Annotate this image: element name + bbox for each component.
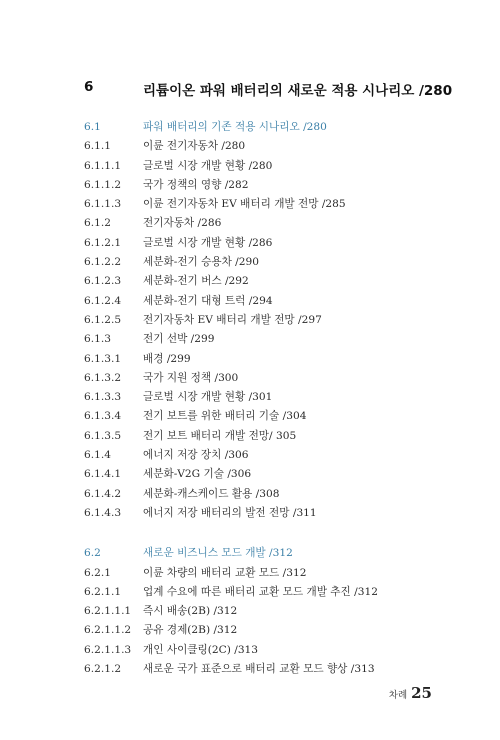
toc-entry-number: 6.1.3.1 bbox=[84, 352, 122, 365]
toc-entry-title: 전기자동차 /286 bbox=[143, 217, 222, 230]
toc-entry-title: 파워 배터리의 기존 적용 시나리오 /280 bbox=[143, 121, 327, 133]
toc-entry-number: 6.2.1.1.2 bbox=[84, 624, 132, 637]
toc-entry bbox=[84, 214, 464, 233]
toc-entry bbox=[84, 137, 464, 156]
toc-entry-title: 세분화-캐스케이드 활용 /308 bbox=[143, 487, 280, 500]
toc-entry-number: 6.1.2.3 bbox=[84, 275, 122, 288]
toc-entry bbox=[84, 407, 464, 426]
toc-entry-number: 6.1.4.3 bbox=[84, 506, 122, 519]
toc-entry-title: 이륜 전기자동차 /280 bbox=[143, 140, 246, 153]
toc-entry-number: 6.1.3.2 bbox=[84, 371, 122, 384]
section-gap bbox=[84, 523, 464, 544]
toc-entry bbox=[84, 272, 464, 291]
toc-entry-title: 국가 지원 정책 /300 bbox=[143, 371, 239, 384]
toc-entry bbox=[84, 292, 464, 311]
toc-entry-number: 6.1.1 bbox=[84, 140, 111, 153]
toc-entry-title: 이륜 차량의 배터리 교환 모드 /312 bbox=[143, 566, 307, 579]
toc-entry-title: 새로운 국가 표준으로 배터리 교환 모드 향상 /313 bbox=[143, 663, 375, 676]
toc-entry bbox=[84, 446, 464, 465]
toc-entry-number: 6.1.1.2 bbox=[84, 178, 122, 191]
toc-entry-title: 글로벌 시장 개발 현황 /301 bbox=[143, 391, 273, 404]
toc-entry bbox=[84, 564, 464, 583]
toc-entry-title: 세분화-전기 승용차 /290 bbox=[143, 256, 259, 269]
toc-entry-number: 6.1.4 bbox=[84, 449, 111, 462]
toc-entry bbox=[84, 176, 464, 195]
toc-entry-number: 6.1.2.1 bbox=[84, 236, 122, 249]
toc-entry-title: 글로벌 시장 개발 현황 /280 bbox=[143, 159, 273, 172]
toc-entry-title: 업계 수요에 따른 배터리 교환 모드 개발 추진 /312 bbox=[143, 585, 378, 598]
toc-entry-title: 이륜 전기자동차 EV 배터리 개발 전망 /285 bbox=[143, 198, 346, 211]
toc-entry-number: 6.1.2 bbox=[84, 217, 111, 230]
toc-entry-number: 6.1.2.5 bbox=[84, 313, 122, 326]
toc-entry-number: 6.2.1.1 bbox=[84, 585, 122, 598]
toc-entry-number: 6.1.1.1 bbox=[84, 159, 122, 172]
toc-entry-title: 전기자동차 EV 배터리 개발 전망 /297 bbox=[143, 313, 322, 326]
toc-entry-number: 6.1.3.4 bbox=[84, 410, 122, 423]
toc-entry bbox=[84, 350, 464, 369]
toc-entry-title: 세분화-전기 버스 /292 bbox=[143, 275, 249, 288]
toc-entry-title: 국가 정책의 영향 /282 bbox=[143, 178, 249, 191]
toc-entry bbox=[84, 234, 464, 253]
toc-entry-title: 전기 선박 /299 bbox=[143, 333, 215, 346]
toc-entry-title: 에너지 저장 장치 /306 bbox=[143, 449, 249, 462]
chapter-number: 6 bbox=[84, 79, 94, 95]
toc-entry-number: 6.1.4.1 bbox=[84, 468, 122, 481]
toc-entry bbox=[84, 641, 464, 660]
toc-entry-number: 6.2.1.1.1 bbox=[84, 605, 132, 618]
toc-entry-title: 에너지 저장 배터리의 발전 전망 /311 bbox=[143, 506, 317, 519]
toc-entry-number: 6.2.1.2 bbox=[84, 663, 122, 676]
toc-section-6-2 bbox=[84, 544, 464, 679]
page-number: 25 bbox=[411, 684, 432, 702]
toc-section-6-1 bbox=[84, 118, 464, 523]
toc-entry bbox=[84, 660, 464, 679]
toc-entry bbox=[84, 253, 464, 272]
toc-entry-number: 6.1.2.4 bbox=[84, 294, 122, 307]
toc-entry bbox=[84, 485, 464, 504]
toc-entry-title: 전기 보트를 위한 배터리 기술 /304 bbox=[143, 410, 307, 423]
toc-entry-title: 공유 경제(2B) /312 bbox=[143, 624, 238, 637]
toc-entry-number: 6.1.3 bbox=[84, 333, 111, 346]
toc-entry-title: 세분화-V2G 기술 /306 bbox=[143, 468, 252, 481]
toc-entry-number: 6.1.3.5 bbox=[84, 429, 122, 442]
toc-entry-number: 6.1 bbox=[84, 121, 101, 133]
toc-entry-title: 즉시 배송(2B) /312 bbox=[143, 605, 238, 618]
toc-entry-number: 6.1.3.3 bbox=[84, 391, 122, 404]
toc-entry bbox=[84, 544, 464, 563]
table-of-contents bbox=[84, 118, 464, 679]
toc-entry-number: 6.2.1 bbox=[84, 566, 111, 579]
page-footer bbox=[389, 684, 432, 702]
toc-entry bbox=[84, 311, 464, 330]
toc-entry bbox=[84, 621, 464, 640]
toc-entry-title: 배경 /299 bbox=[143, 352, 191, 365]
toc-entry bbox=[84, 388, 464, 407]
toc-entry-title: 세분화-전기 대형 트럭 /294 bbox=[143, 294, 273, 307]
toc-entry-number: 6.2 bbox=[84, 547, 101, 560]
toc-entry bbox=[84, 465, 464, 484]
toc-entry-number: 6.1.2.2 bbox=[84, 256, 122, 269]
toc-entry bbox=[84, 330, 464, 349]
toc-entry-number: 6.1.4.2 bbox=[84, 487, 122, 500]
toc-entry-number: 6.1.1.3 bbox=[84, 198, 122, 211]
toc-entry bbox=[84, 504, 464, 523]
chapter-heading bbox=[84, 79, 464, 101]
toc-entry-title: 글로벌 시장 개발 현황 /286 bbox=[143, 236, 273, 249]
toc-entry bbox=[84, 427, 464, 446]
toc-entry-number: 6.2.1.1.3 bbox=[84, 643, 132, 656]
toc-entry bbox=[84, 602, 464, 621]
toc-entry-title: 새로운 비즈니스 모드 개발 /312 bbox=[143, 547, 293, 560]
toc-entry-title: 전기 보트 배터리 개발 전망/ 305 bbox=[143, 429, 297, 442]
toc-entry bbox=[84, 195, 464, 214]
toc-entry bbox=[84, 369, 464, 388]
toc-entry bbox=[84, 583, 464, 602]
chapter-title: 리튬이온 파워 배터리의 새로운 적용 시나리오 /280 bbox=[143, 83, 453, 99]
toc-entry-title: 개인 사이클링(2C) /313 bbox=[143, 643, 259, 656]
footer-label: 차례 bbox=[388, 690, 408, 701]
toc-entry bbox=[84, 118, 464, 137]
toc-entry bbox=[84, 157, 464, 176]
